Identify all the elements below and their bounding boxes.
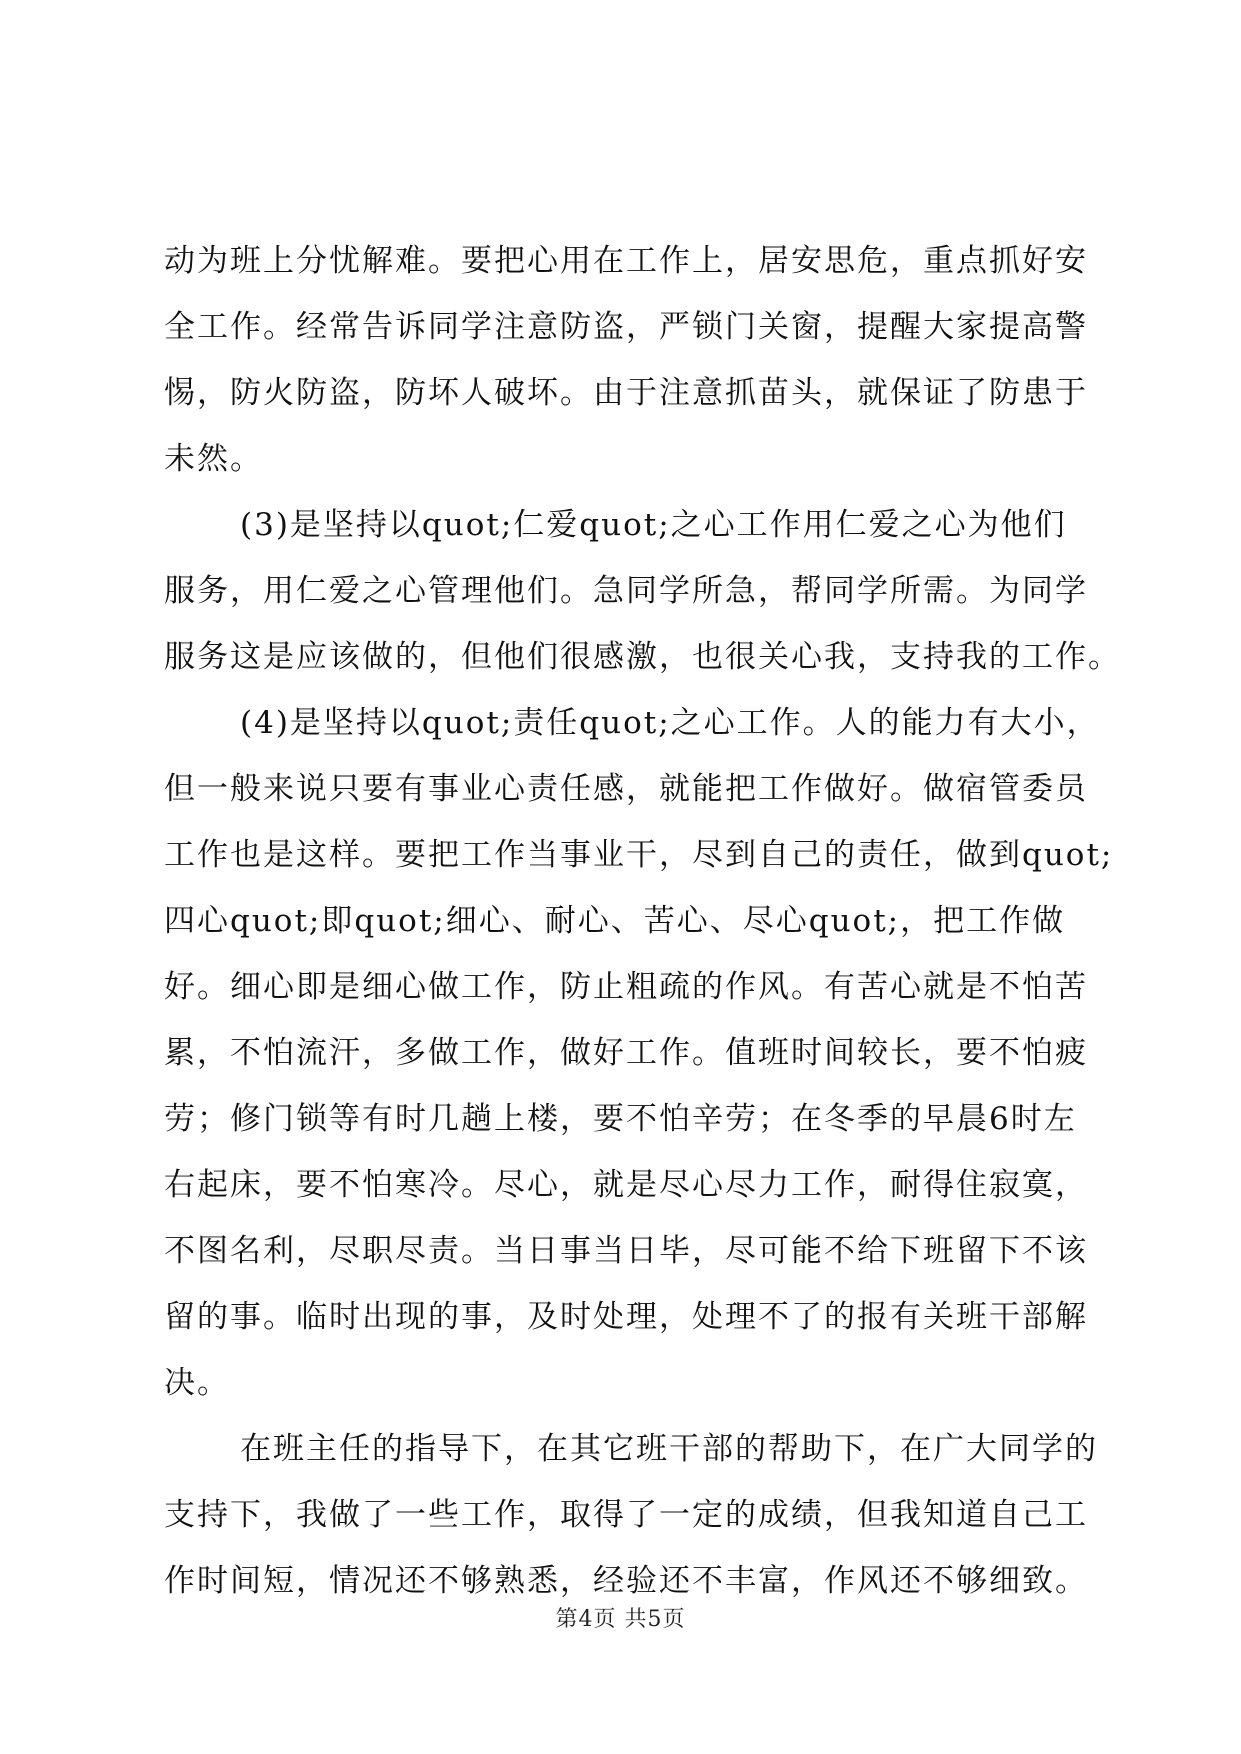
text-line: 支持下，我做了一些工作，取得了一定的成绩，但我知道自己工 [164,1497,1088,1533]
page-number-footer: 第4页 共5页 [555,1607,686,1632]
text-line: 未然。 [164,441,263,477]
text-line: 留的事。临时出现的事，及时处理，处理不了的报有关班干部解 [164,1299,1088,1335]
text-line: 工作也是这样。要把工作当事业干，尽到自己的责任，做到quot; [164,837,1114,873]
text-line: 作时间短，情况还不够熟悉，经验还不丰富，作风还不够细致。 [164,1563,1088,1599]
text-line: 累，不怕流汗，多做工作，做好工作。值班时间较长，要不怕疲 [164,1035,1088,1071]
text-line: 动为班上分忧解难。要把心用在工作上，居安思危，重点抓好安 [164,243,1088,279]
text-line: 好。细心即是细心做工作，防止粗疏的作风。有苦心就是不怕苦 [164,969,1088,1005]
text-line: 决。 [164,1365,230,1401]
text-line: 四心quot;即quot;细心、耐心、苦心、尽心quot;，把工作做 [164,903,1066,939]
text-line: (3)是坚持以quot;仁爱quot;之心工作用仁爱之心为他们 [240,507,1067,543]
text-line: 服务这是应该做的，但他们很感激，也很关心我，支持我的工作。 [164,639,1121,675]
text-line: 在班主任的指导下，在其它班干部的帮助下，在广大同学的 [240,1431,1098,1467]
text-line: 全工作。经常告诉同学注意防盗，严锁门关窗，提醒大家提高警 [164,309,1088,345]
text-line: 不图名利，尽职尽责。当日事当日毕，尽可能不给下班留下不该 [164,1233,1088,1269]
text-line: (4)是坚持以quot;责任quot;之心工作。人的能力有大小， [240,705,1100,741]
body-text [164,228,1121,1614]
text-line: 惕，防火防盗，防坏人破坏。由于注意抓苗头，就保证了防患于 [164,375,1088,411]
text-line: 但一般来说只要有事业心责任感，就能把工作做好。做宿管委员 [164,771,1088,807]
text-line: 右起床，要不怕寒冷。尽心，就是尽心尽力工作，耐得住寂寞， [164,1167,1088,1203]
text-line: 劳；修门锁等有时几趟上楼，要不怕辛劳；在冬季的早晨6时左 [164,1101,1077,1137]
text-line: 服务，用仁爱之心管理他们。急同学所急，帮同学所需。为同学 [164,573,1088,609]
